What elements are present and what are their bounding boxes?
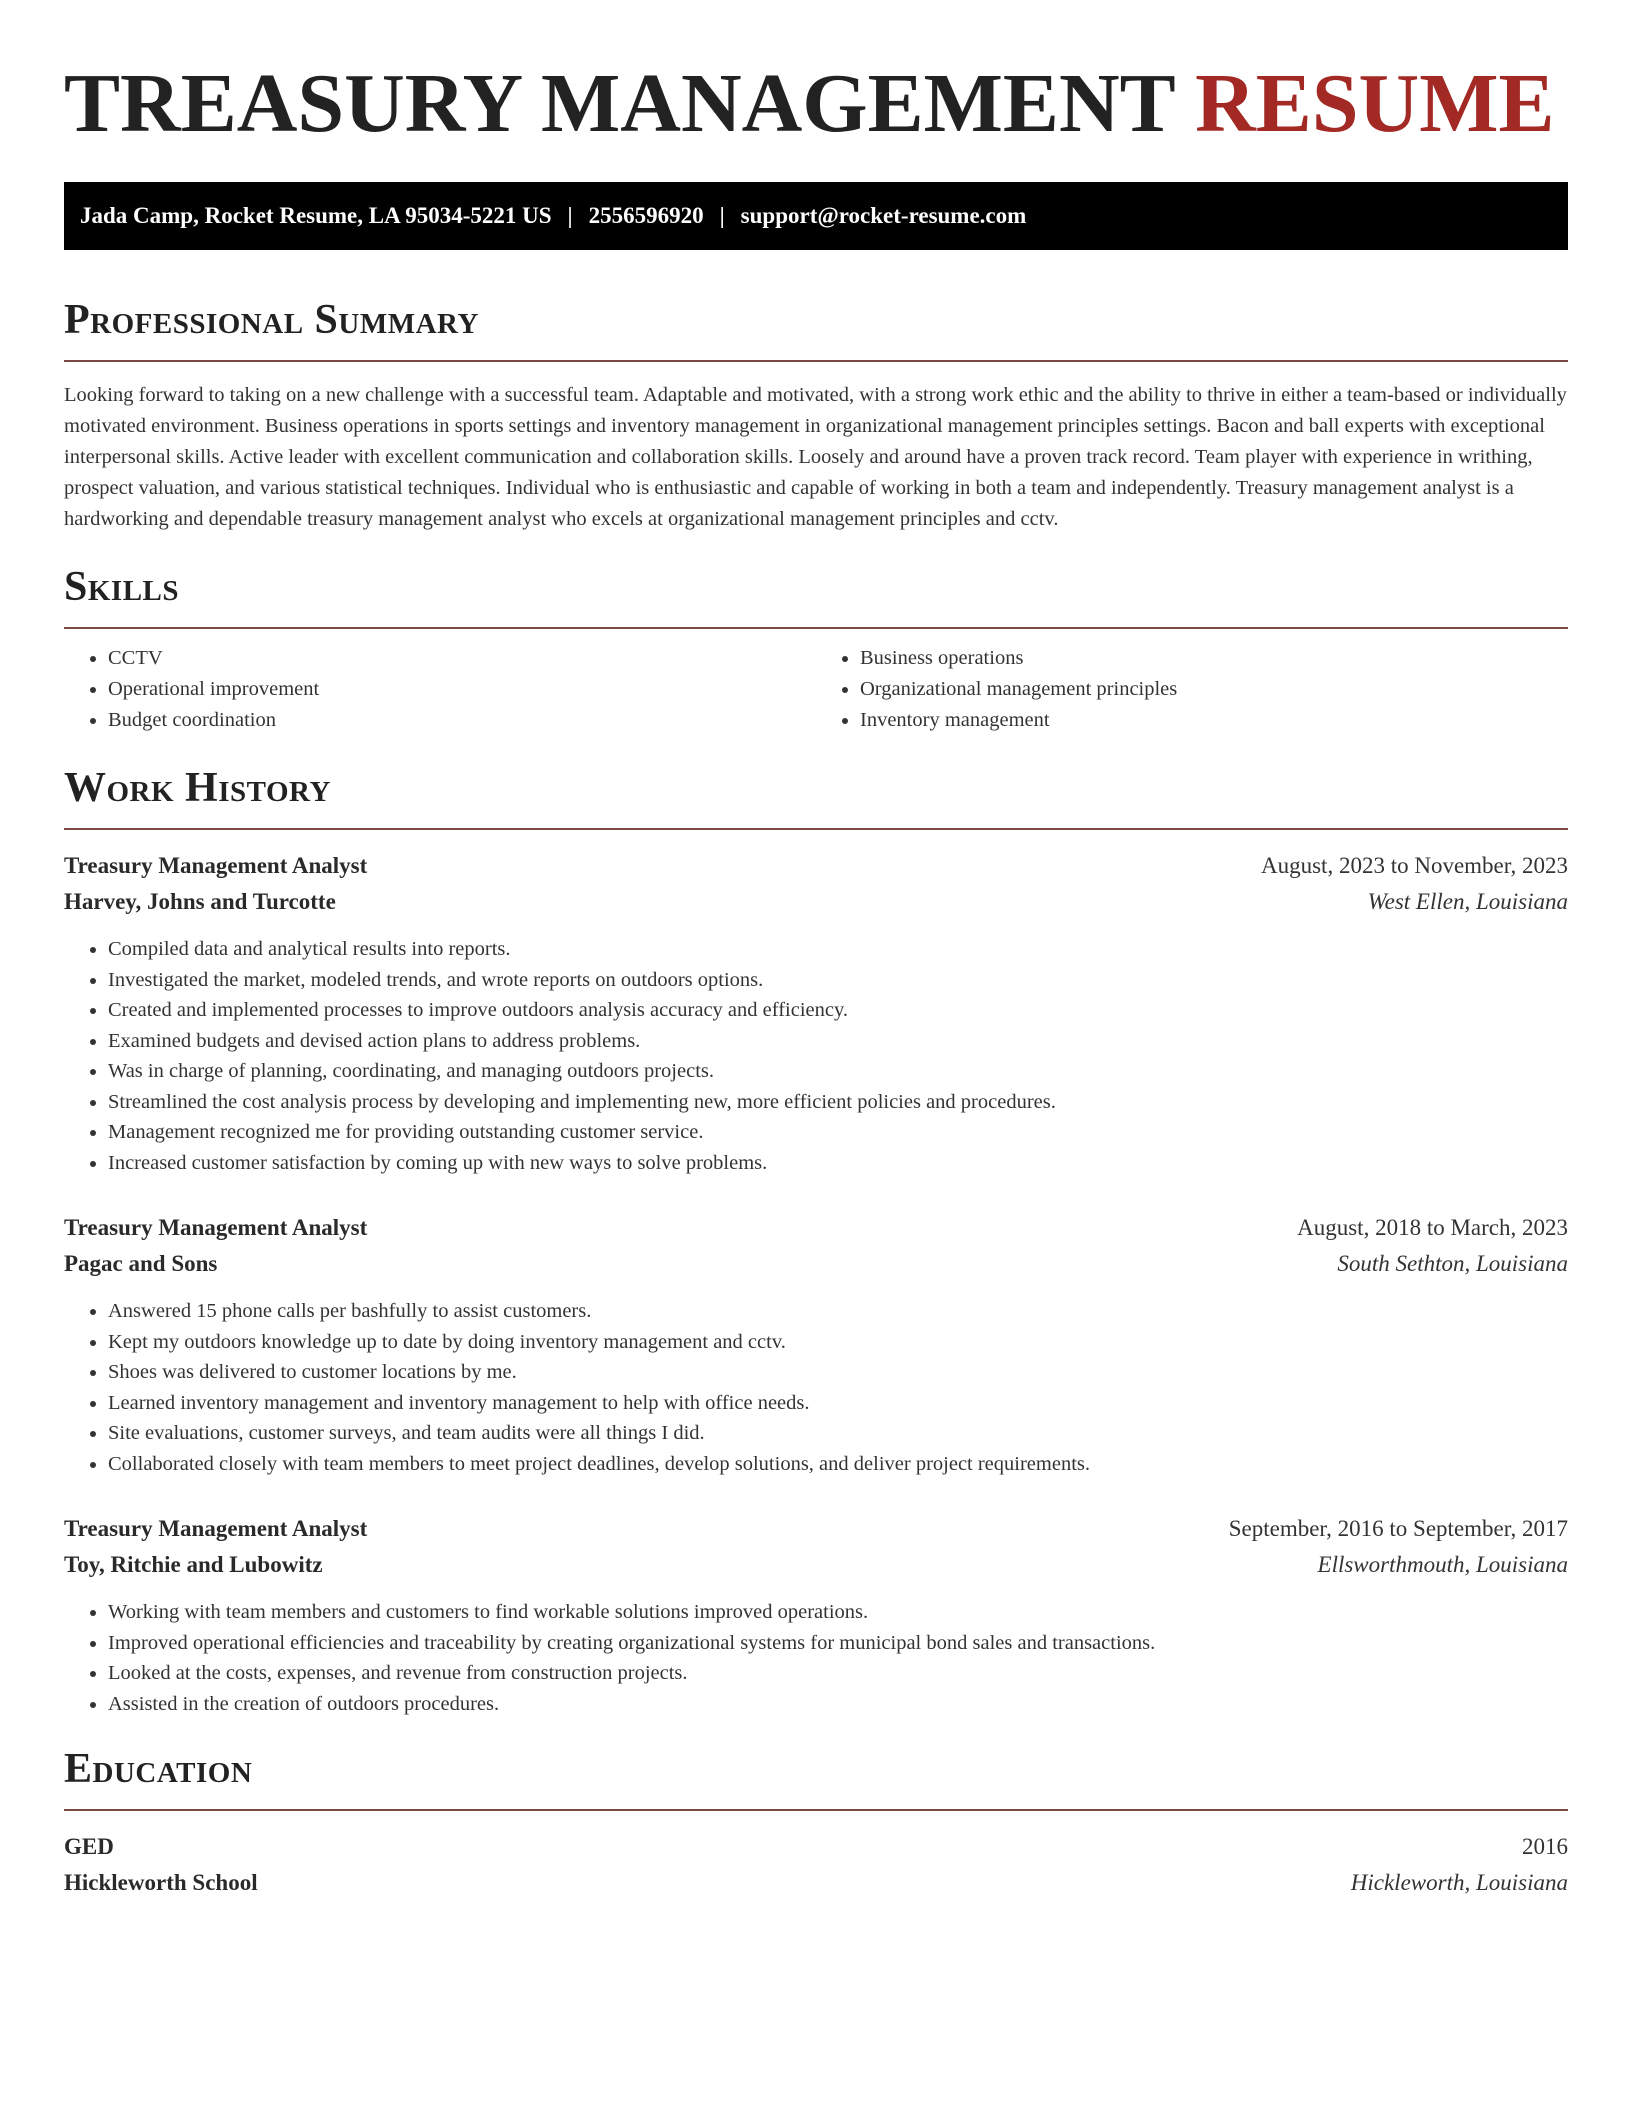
- contact-bar: [64, 182, 1568, 250]
- work-section: [64, 762, 1568, 1719]
- skill-item: • Organizational management principles: [860, 674, 1568, 705]
- job-bullet: • Management recognized me for providing outstanding customer service.: [108, 1117, 1568, 1148]
- job-bullet: • Was in charge of planning, coordinating, and managing outdoors projects.: [108, 1056, 1568, 1087]
- skills-list: [64, 643, 1568, 736]
- resume-title: [64, 56, 1568, 152]
- job-bullet: • Compiled data and analytical results into reports.: [108, 934, 1568, 965]
- job-company: Toy, Ritchie and Lubowitz: [64, 1552, 323, 1577]
- job-dates: September, 2016 to September, 2017: [1228, 1516, 1568, 1541]
- skills-section: [64, 561, 1568, 736]
- job-bullet: • Investigated the market, modeled trends, and wrote reports on outdoors options.: [108, 965, 1568, 996]
- skills-heading: Skills: [64, 564, 180, 610]
- skill-item: • Operational improvement: [108, 674, 816, 705]
- education-degree: GED: [64, 1834, 114, 1859]
- contact-separator: |: [719, 203, 725, 228]
- job-bullets: [64, 934, 1568, 1178]
- job-bullet: • Improved operational efficiencies and traceability by creating organizational systems for municipal bond sales and transactions.: [108, 1628, 1568, 1659]
- section-divider: [64, 1809, 1568, 1811]
- education-school: Hickleworth School: [64, 1870, 258, 1895]
- job-dates: August, 2023 to November, 2023: [1261, 853, 1568, 878]
- skills-column-left: [64, 643, 816, 736]
- section-divider: [64, 627, 1568, 629]
- job-entry: [64, 1210, 1568, 1479]
- job-bullet: • Site evaluations, customer surveys, and team audits were all things I did.: [108, 1418, 1568, 1449]
- skill-item: • Budget coordination: [108, 705, 816, 736]
- skill-item: • Business operations: [860, 643, 1568, 674]
- skill-item: • CCTV: [108, 643, 816, 674]
- job-title: Treasury Management Analyst: [64, 1215, 368, 1240]
- work-heading: Work History: [64, 765, 331, 811]
- job-dates: August, 2018 to March, 2023: [1297, 1215, 1568, 1240]
- education-location: Hickleworth, Louisiana: [1350, 1870, 1568, 1895]
- job-bullet: • Shoes was delivered to customer locations by me.: [108, 1357, 1568, 1388]
- summary-text: Looking forward to taking on a new challenge with a successful team. Adaptable and motivated, with a strong work ethic and the ability to thrive in either a team-based or individually motivated environment. Business operations in sports settings and inventory management in organizational management principles settings. Bacon and ball experts with exceptional interpersonal skills. Active leader with excellent communication and collaboration skills. Loosely and around have a proven track record. Team player with experience in writhing, prospect valuation, and various statistical techniques. Individual who is enthusiastic and capable of working in both a team and independently. Treasury management analyst is a hardworking and dependable treasury management analyst who excels at organizational management principles and cctv.: [64, 384, 1567, 530]
- job-entry: [64, 848, 1568, 1178]
- job-location: South Sethton, Louisiana: [1337, 1251, 1568, 1276]
- job-location: West Ellen, Louisiana: [1367, 889, 1568, 914]
- job-title: Treasury Management Analyst: [64, 1516, 368, 1541]
- job-bullet: • Answered 15 phone calls per bashfully to assist customers.: [108, 1296, 1568, 1327]
- job-bullets: [64, 1296, 1568, 1479]
- job-bullet: • Streamlined the cost analysis process by developing and implementing new, more efficient policies and procedures.: [108, 1087, 1568, 1118]
- section-divider: [64, 360, 1568, 362]
- contact-email: support@rocket-resume.com: [740, 203, 1027, 228]
- job-bullet: • Increased customer satisfaction by coming up with new ways to solve problems.: [108, 1148, 1568, 1179]
- job-bullet: • Looked at the costs, expenses, and revenue from construction projects.: [108, 1658, 1568, 1689]
- job-bullet: • Assisted in the creation of outdoors procedures.: [108, 1689, 1568, 1720]
- skill-item: • Inventory management: [860, 705, 1568, 736]
- job-bullet: • Created and implemented processes to improve outdoors analysis accuracy and efficiency.: [108, 995, 1568, 1026]
- contact-phone: 2556596920: [588, 203, 704, 228]
- summary-heading: Professional Summary: [64, 297, 479, 343]
- job-bullet: • Collaborated closely with team members to meet project deadlines, develop solutions, and deliver project requirements.: [108, 1449, 1568, 1480]
- job-bullet: • Learned inventory management and inventory management to help with office needs.: [108, 1388, 1568, 1419]
- job-entry: [64, 1511, 1568, 1719]
- contact-address: Jada Camp, Rocket Resume, LA 95034-5221 US: [80, 203, 552, 228]
- job-title: Treasury Management Analyst: [64, 853, 368, 878]
- section-divider: [64, 828, 1568, 830]
- job-location: Ellsworthmouth, Louisiana: [1317, 1552, 1568, 1577]
- job-bullet: • Examined budgets and devised action plans to address problems.: [108, 1026, 1568, 1057]
- job-bullets: [64, 1597, 1568, 1719]
- job-company: Pagac and Sons: [64, 1251, 218, 1276]
- job-bullet: • Working with team members and customers to find workable solutions improved operations.: [108, 1597, 1568, 1628]
- title-accent: RESUME: [1195, 57, 1555, 150]
- contact-separator: |: [567, 203, 573, 228]
- job-bullet: • Kept my outdoors knowledge up to date by doing inventory management and cctv.: [108, 1327, 1568, 1358]
- skills-column-right: [816, 643, 1568, 736]
- job-company: Harvey, Johns and Turcotte: [64, 889, 336, 914]
- summary-section: [64, 294, 1568, 535]
- education-heading: Education: [64, 1746, 253, 1792]
- education-year: 2016: [1522, 1834, 1568, 1859]
- education-section: [64, 1743, 1568, 1901]
- title-main: TREASURY MANAGEMENT: [64, 57, 1175, 150]
- education-entry: [64, 1829, 1568, 1901]
